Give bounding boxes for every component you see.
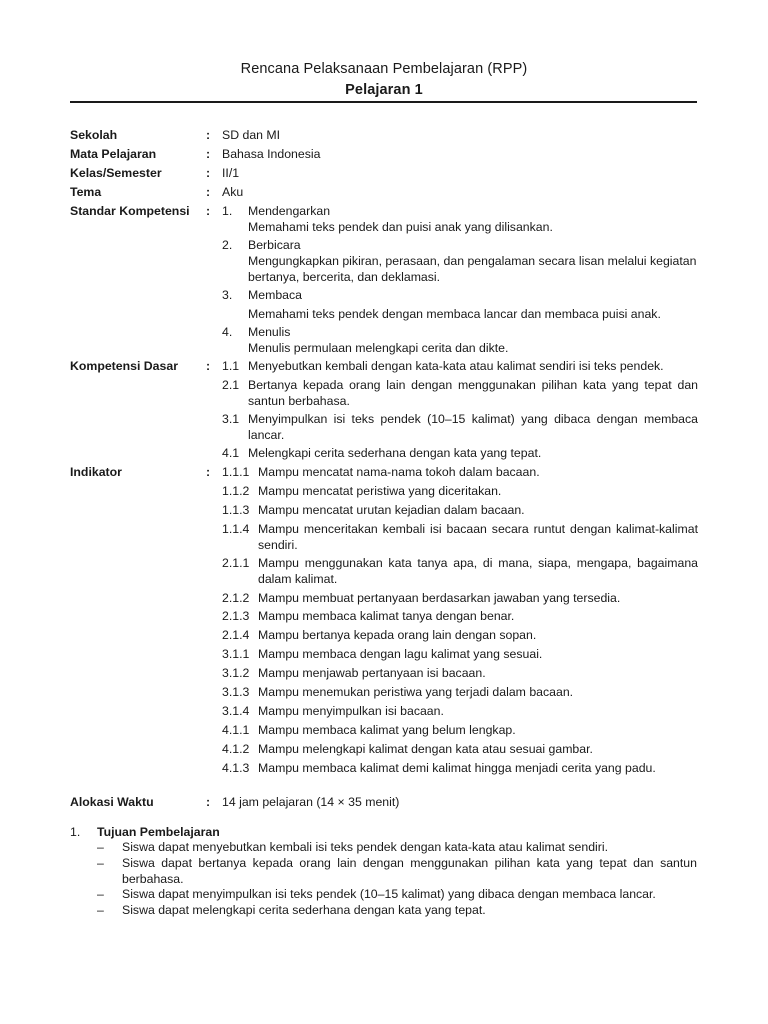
indikator-number: 3.1.3 [222, 685, 250, 699]
indikator-number: 1.1.2 [222, 484, 250, 498]
indikator-number: 2.1.3 [222, 609, 250, 623]
tema-label: Tema [70, 185, 102, 199]
sk-title: Mendengarkan [248, 204, 331, 218]
colon: : [206, 185, 211, 199]
indikator-text: Mampu bertanya kepada orang lain dengan sopan. [258, 628, 537, 642]
indikator-number: 4.1.1 [222, 723, 250, 737]
tujuan-text: Siswa dapat menyimpulkan isi teks pendek (10–15 kalimat) yang dibaca dengan membaca lancar. [122, 887, 656, 901]
dash-bullet: – [97, 903, 104, 917]
indikator-number: 1.1.4 [222, 522, 250, 536]
kd-text: Menyimpulkan isi teks pendek (10–15 kalimat) yang dibaca dengan membaca lancar. [248, 412, 698, 442]
indikator-text: Mampu menyimpulkan isi bacaan. [258, 704, 444, 718]
tujuan-text: Siswa dapat bertanya kepada orang lain dengan menggunakan pilihan kata yang tepat dan santun berbahasa. [122, 856, 697, 886]
mapel-value: Bahasa Indonesia [222, 147, 321, 161]
sekolah-label: Sekolah [70, 128, 118, 142]
indikator-text: Mampu membaca kalimat yang belum lengkap. [258, 723, 516, 737]
dash-bullet: – [97, 887, 104, 901]
kd-number: 3.1 [222, 412, 240, 426]
indikator-label: Indikator [70, 465, 122, 479]
header-divider [70, 101, 697, 103]
alokasi-label: Alokasi Waktu [70, 795, 154, 809]
indikator-number: 2.1.4 [222, 628, 250, 642]
section-number: 1. [70, 825, 81, 839]
mapel-label: Mata Pelajaran [70, 147, 157, 161]
colon: : [206, 147, 211, 161]
indikator-number: 3.1.4 [222, 704, 250, 718]
indikator-text: Mampu membaca kalimat tanya dengan benar. [258, 609, 515, 623]
sk-title: Membaca [248, 288, 302, 302]
kd-label: Kompetensi Dasar [70, 359, 178, 373]
indikator-text: Mampu melengkapi kalimat dengan kata atau sesuai gambar. [258, 742, 593, 756]
colon: : [206, 128, 211, 142]
document-title: Rencana Pelaksanaan Pembelajaran (RPP) [240, 61, 528, 77]
sk-number: 3. [222, 288, 233, 302]
kd-text: Menyebutkan kembali dengan kata-kata atau kalimat sendiri isi teks pendek. [248, 359, 664, 373]
colon: : [206, 166, 211, 180]
indikator-number: 2.1.1 [222, 556, 250, 570]
dash-bullet: – [97, 840, 104, 854]
sk-description: Menulis permulaan melengkapi cerita dan dikte. [248, 341, 509, 355]
indikator-text: Mampu menceritakan kembali isi bacaan secara runtut dengan kalimat-kalimat sendiri. [258, 522, 698, 552]
indikator-text: Mampu mencatat nama-nama tokoh dalam bacaan. [258, 465, 540, 479]
colon: : [206, 204, 211, 218]
sk-title: Menulis [248, 325, 291, 339]
sk-description: Mengungkapkan pikiran, perasaan, dan pengalaman secara lisan melalui kegiatan bertanya, bercerita, dan deklamasi. [248, 254, 697, 284]
indikator-number: 1.1.3 [222, 503, 250, 517]
kelas-label: Kelas/Semester [70, 166, 162, 180]
indikator-text: Mampu mencatat urutan kejadian dalam bacaan. [258, 503, 525, 517]
indikator-number: 1.1.1 [222, 465, 250, 479]
dash-bullet: – [97, 856, 104, 870]
indikator-number: 3.1.1 [222, 647, 250, 661]
indikator-text: Mampu membuat pertanyaan berdasarkan jawaban yang tersedia. [258, 591, 621, 605]
sekolah-value: SD dan MI [222, 128, 281, 142]
indikator-text: Mampu menggunakan kata tanya apa, di mana, siapa, mengapa, bagaimana dalam kalimat. [258, 556, 698, 586]
indikator-text: Mampu mencatat peristiwa yang diceritakan. [258, 484, 502, 498]
document-subtitle: Pelajaran 1 [345, 82, 423, 98]
sk-number: 4. [222, 325, 233, 339]
sk-label: Standar Kompetensi [70, 204, 190, 218]
tema-value: Aku [222, 185, 244, 199]
indikator-text: Mampu menemukan peristiwa yang terjadi dalam bacaan. [258, 685, 574, 699]
indikator-number: 3.1.2 [222, 666, 250, 680]
sk-title: Berbicara [248, 238, 301, 252]
kd-number: 1.1 [222, 359, 240, 373]
sk-number: 2. [222, 238, 233, 252]
indikator-number: 4.1.2 [222, 742, 250, 756]
kd-text: Bertanya kepada orang lain dengan menggunakan pilihan kata yang tepat dan santun berbahasa. [248, 378, 698, 408]
indikator-number: 2.1.2 [222, 591, 250, 605]
tujuan-text: Siswa dapat melengkapi cerita sederhana dengan kata yang tepat. [122, 903, 486, 917]
sk-number: 1. [222, 204, 233, 218]
alokasi-value: 14 jam pelajaran (14 × 35 menit) [222, 795, 400, 809]
sk-description: Memahami teks pendek dan puisi anak yang dilisankan. [248, 220, 553, 234]
kelas-value: II/1 [222, 166, 240, 180]
indikator-text: Mampu membaca kalimat demi kalimat hingga menjadi cerita yang padu. [258, 761, 656, 775]
section-title: Tujuan Pembelajaran [97, 825, 220, 839]
indikator-text: Mampu menjawab pertanyaan isi bacaan. [258, 666, 486, 680]
kd-number: 4.1 [222, 446, 240, 460]
kd-text: Melengkapi cerita sederhana dengan kata yang tepat. [248, 446, 542, 460]
kd-number: 2.1 [222, 378, 240, 392]
colon: : [206, 359, 211, 373]
indikator-text: Mampu membaca dengan lagu kalimat yang sesuai. [258, 647, 543, 661]
indikator-number: 4.1.3 [222, 761, 250, 775]
tujuan-text: Siswa dapat menyebutkan kembali isi teks pendek dengan kata-kata atau kalimat sendiri. [122, 840, 609, 854]
colon: : [206, 795, 211, 809]
sk-description: Memahami teks pendek dengan membaca lancar dan membaca puisi anak. [248, 307, 661, 321]
colon: : [206, 465, 211, 479]
